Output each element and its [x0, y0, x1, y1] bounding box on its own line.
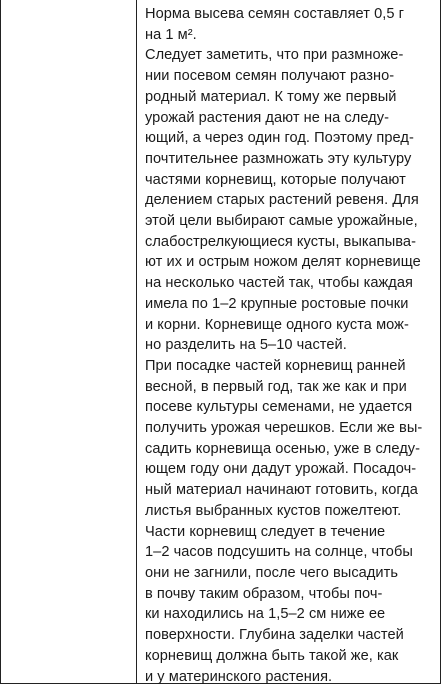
text-line: на несколько частей так, чтобы каждая [145, 273, 437, 294]
text-line: ки находились на 1,5–2 см ниже ее [145, 604, 437, 625]
text-line: поверхности. Глубина заделки частей [145, 625, 437, 646]
text-line: Норма высева семян составляет 0,5 г [145, 4, 437, 25]
text-line: ют их и острым ножом делят корневище [145, 252, 437, 273]
text-line: имела по 1–2 крупные ростовые почки [145, 294, 437, 315]
text-line: почтительнее размножать эту культуру [145, 149, 437, 170]
text-line: на 1 м². [145, 25, 437, 46]
text-line: Части корневищ следует в течение [145, 522, 437, 543]
text-line: слабострелкующиеся кусты, выкапыва- [145, 232, 437, 253]
text-line: родный материал. К тому же первый [145, 87, 437, 108]
text-line: и корни. Корневище одного куста мож- [145, 315, 437, 336]
text-line: листья выбранных кустов пожелтеют. [145, 501, 437, 522]
text-line: частями корневищ, которые получают [145, 170, 437, 191]
text-line: делением старых растений ревеня. Для [145, 190, 437, 211]
text-line: этой цели выбирают самые урожайные, [145, 211, 437, 232]
text-line: ющем году они дадут урожай. Посадоч- [145, 459, 437, 480]
text-line: но разделить на 5–10 частей. [145, 335, 437, 356]
text-line: Следует заметить, что при размноже- [145, 45, 437, 66]
text-line: весной, в первый год, так же как и при [145, 377, 437, 398]
text-line: и у материнского растения. [145, 667, 437, 687]
text-line: урожай растения дают не на следу- [145, 108, 437, 129]
text-line: они не загнили, после чего высадить [145, 563, 437, 584]
text-line: ющий, а через один год. Поэтому пред- [145, 128, 437, 149]
left-column-cell [0, 0, 137, 684]
text-line: ный материал начинают готовить, когда [145, 480, 437, 501]
text-line: нии посевом семян получают разно- [145, 66, 437, 87]
text-line: в почву таким образом, чтобы поч- [145, 584, 437, 605]
text-line: корневищ должна быть такой же, как [145, 646, 437, 667]
body-text [145, 4, 437, 687]
text-line: посеве культуры семенами, не удается [145, 397, 437, 418]
text-line: получить урожая черешков. Если же вы- [145, 418, 437, 439]
text-line: При посадке частей корневищ ранней [145, 356, 437, 377]
text-line: 1–2 часов подсушить на солнце, чтобы [145, 542, 437, 563]
text-line: садить корневища осенью, уже в следу- [145, 439, 437, 460]
